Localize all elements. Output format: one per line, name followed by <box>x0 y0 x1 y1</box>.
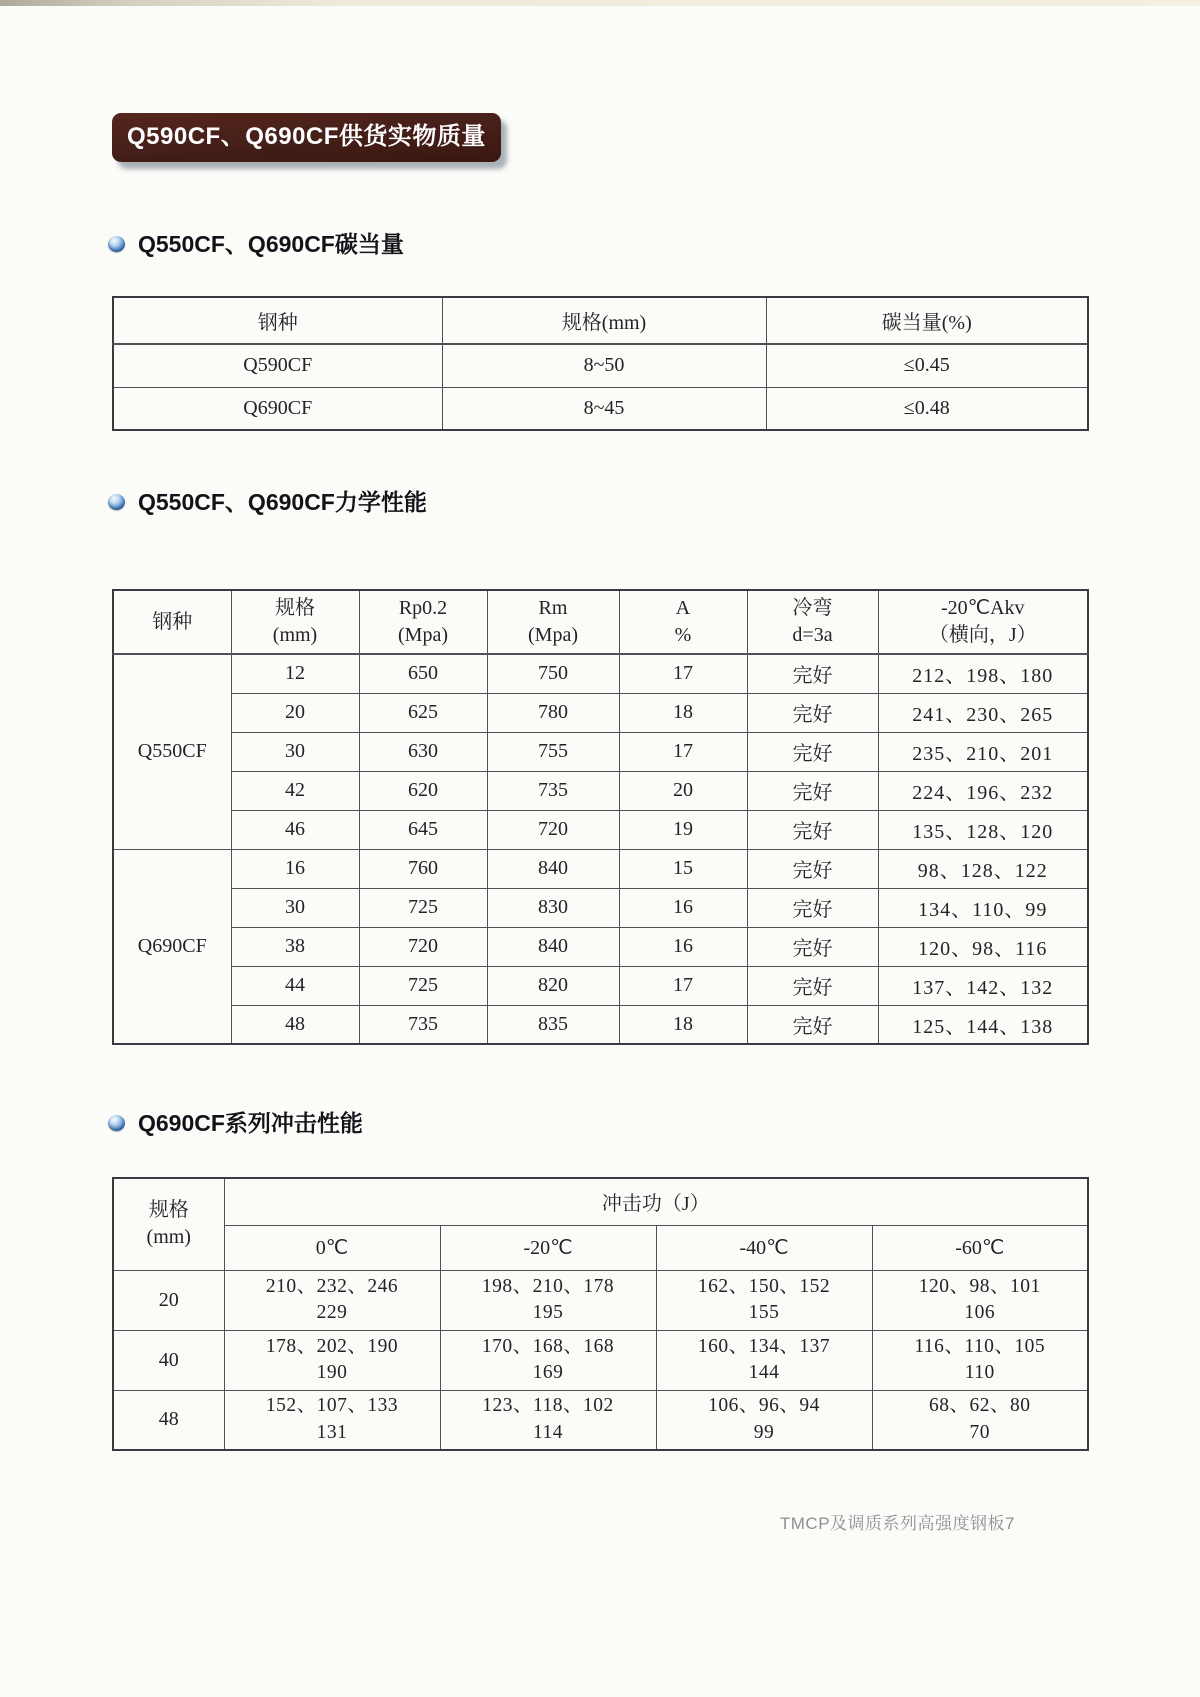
cell-impact-values <box>872 1390 1088 1450</box>
table-row <box>113 849 1088 888</box>
cell-rm: 835 <box>487 1005 619 1044</box>
table-row <box>113 927 1088 966</box>
section-heading-text: Q550CF、Q690CF力学性能 <box>138 489 427 515</box>
cell-elongation: 17 <box>619 654 747 693</box>
table-row <box>113 732 1088 771</box>
mechanical-properties-table <box>112 589 1089 1045</box>
column-header-temp-minus40: -40℃ <box>656 1225 872 1270</box>
title-banner <box>112 113 501 162</box>
cell-rm: 720 <box>487 810 619 849</box>
cell-spec: 44 <box>231 966 359 1005</box>
value-line: 106 <box>964 1302 996 1323</box>
cell-spec: 20 <box>231 693 359 732</box>
cell-spec: 48 <box>231 1005 359 1044</box>
value-line: 152、107、133 <box>265 1395 399 1417</box>
cell-cold-bend: 完好 <box>747 693 878 732</box>
header-line: (Mpa) <box>528 624 578 646</box>
impact-energy-table <box>112 1177 1089 1451</box>
cell-cold-bend: 完好 <box>747 888 878 927</box>
table-header-row <box>113 590 1088 654</box>
cell-spec: 30 <box>231 888 359 927</box>
column-header-temp-minus20: -20℃ <box>440 1225 656 1270</box>
cell-rp02: 725 <box>359 888 487 927</box>
section-heading-text: Q690CF系列冲击性能 <box>138 1110 363 1136</box>
cell-impact-values <box>440 1330 656 1390</box>
value-line: 190 <box>316 1362 348 1383</box>
header-line: （横向，J） <box>928 624 1037 646</box>
table-row <box>113 654 1088 693</box>
header-line: A <box>675 597 691 619</box>
cell-akv: 224、196、232 <box>878 771 1088 810</box>
header-line: % <box>674 624 692 646</box>
cell-cold-bend: 完好 <box>747 771 878 810</box>
cell-elongation: 17 <box>619 966 747 1005</box>
value-line: 70 <box>969 1421 991 1443</box>
value-line: 170、168、168 <box>481 1335 615 1357</box>
cell-akv: 212、198、180 <box>878 654 1088 693</box>
cell-elongation: 16 <box>619 888 747 927</box>
carbon-equivalent-table <box>112 296 1089 431</box>
footer-text: TMCP及调质系列高强度钢板7 <box>779 1514 1015 1533</box>
value-line: 169 <box>532 1362 564 1383</box>
column-header-temp-minus60: -60℃ <box>872 1225 1088 1270</box>
table-row <box>113 888 1088 927</box>
cell-cold-bend: 完好 <box>747 1005 878 1044</box>
cell-spec: 46 <box>231 810 359 849</box>
header-line: Rp0.2 <box>398 597 448 619</box>
cell-impact-values <box>224 1330 440 1390</box>
cell-rp02: 620 <box>359 771 487 810</box>
table-row <box>113 810 1088 849</box>
page-footer <box>0 1509 1015 1534</box>
cell-impact-values <box>656 1390 872 1450</box>
cell-rm: 750 <box>487 654 619 693</box>
cell-cold-bend: 完好 <box>747 927 878 966</box>
value-line: 229 <box>316 1302 348 1323</box>
value-line: 120、98、101 <box>918 1275 1041 1297</box>
section-heading-text: Q550CF、Q690CF碳当量 <box>138 231 404 257</box>
table-row <box>113 966 1088 1005</box>
cell-akv: 235、210、201 <box>878 732 1088 771</box>
cell-spec: 40 <box>113 1330 224 1390</box>
column-header-elongation <box>619 590 747 654</box>
cell-elongation: 16 <box>619 927 747 966</box>
value-line: 106、96、94 <box>708 1395 820 1417</box>
table-row <box>113 1270 1088 1330</box>
cell-cold-bend: 完好 <box>747 849 878 888</box>
cell-impact-values <box>440 1390 656 1450</box>
cell-spec: 30 <box>231 732 359 771</box>
column-header-cold-bend <box>747 590 878 654</box>
cell-impact-values <box>440 1270 656 1330</box>
cell-impact-values <box>224 1390 440 1450</box>
value-line: 195 <box>532 1302 564 1323</box>
cell-grade-group: Q550CF <box>113 654 231 849</box>
value-line: 155 <box>748 1302 780 1323</box>
header-line: 规格 <box>148 1199 189 1222</box>
header-line: (mm) <box>272 624 318 646</box>
section-heading-carbon <box>108 230 1200 258</box>
cell-spec: 12 <box>231 654 359 693</box>
column-header-akv <box>878 590 1088 654</box>
table-row <box>113 1330 1088 1390</box>
cell-impact-values <box>872 1330 1088 1390</box>
cell-elongation: 20 <box>619 771 747 810</box>
cell-grade-group: Q690CF <box>113 849 231 1044</box>
table-row <box>113 1005 1088 1044</box>
column-header-ceq: 碳当量(%) <box>766 297 1088 344</box>
sphere-bullet-icon <box>108 494 125 510</box>
header-line: 冷弯 <box>792 597 833 619</box>
section-heading-impact <box>108 1109 1200 1137</box>
column-header-spec <box>231 590 359 654</box>
banner-title: Q590CF、Q690CF供货实物质量 <box>127 123 486 150</box>
cell-rp02: 735 <box>359 1005 487 1044</box>
cell-elongation: 19 <box>619 810 747 849</box>
column-header-rp02 <box>359 590 487 654</box>
cell-rm: 735 <box>487 771 619 810</box>
cell-rm: 780 <box>487 693 619 732</box>
cell-rm: 840 <box>487 927 619 966</box>
section-heading-mech <box>108 488 1200 516</box>
table-header-row <box>113 1225 1088 1270</box>
cell-cold-bend: 完好 <box>747 654 878 693</box>
cell-elongation: 17 <box>619 732 747 771</box>
table-row <box>113 344 1088 387</box>
cell-cold-bend: 完好 <box>747 966 878 1005</box>
cell-elongation: 18 <box>619 693 747 732</box>
header-line: Rm <box>538 597 568 619</box>
cell-rp02: 650 <box>359 654 487 693</box>
value-line: 114 <box>532 1421 564 1443</box>
value-line: 99 <box>753 1421 775 1443</box>
cell-ceq: ≤0.48 <box>766 387 1088 430</box>
column-header-rm <box>487 590 619 654</box>
cell-spec: 16 <box>231 849 359 888</box>
cell-akv: 120、98、116 <box>878 927 1088 966</box>
header-line: (mm) <box>146 1226 191 1249</box>
cell-akv: 98、128、122 <box>878 849 1088 888</box>
cell-rp02: 725 <box>359 966 487 1005</box>
column-header-temp-0: 0℃ <box>224 1225 440 1270</box>
column-header-spec <box>113 1178 224 1270</box>
column-header-grade: 钢种 <box>113 590 231 654</box>
cell-cold-bend: 完好 <box>747 810 878 849</box>
cell-rp02: 645 <box>359 810 487 849</box>
value-line: 110 <box>964 1362 995 1383</box>
table-row <box>113 771 1088 810</box>
cell-grade: Q590CF <box>113 344 442 387</box>
value-line: 116、110、105 <box>914 1335 1046 1357</box>
cell-spec: 48 <box>113 1390 224 1450</box>
cell-akv: 135、128、120 <box>878 810 1088 849</box>
table-row <box>113 1390 1088 1450</box>
value-line: 160、134、137 <box>697 1335 831 1357</box>
cell-spec: 8~45 <box>442 387 766 430</box>
cell-akv: 125、144、138 <box>878 1005 1088 1044</box>
sphere-bullet-icon <box>108 236 125 252</box>
table-row <box>113 693 1088 732</box>
cell-cold-bend: 完好 <box>747 732 878 771</box>
cell-spec: 42 <box>231 771 359 810</box>
sphere-bullet-icon <box>108 1115 125 1131</box>
cell-rp02: 630 <box>359 732 487 771</box>
value-line: 123、118、102 <box>482 1395 614 1417</box>
header-line: 规格 <box>275 597 315 619</box>
cell-akv: 137、142、132 <box>878 966 1088 1005</box>
column-header-grade: 钢种 <box>113 297 442 344</box>
cell-rp02: 760 <box>359 849 487 888</box>
cell-impact-values <box>872 1270 1088 1330</box>
value-line: 178、202、190 <box>265 1335 399 1357</box>
cell-akv: 134、110、99 <box>878 888 1088 927</box>
table-header-row <box>113 297 1088 344</box>
cell-rm: 830 <box>487 888 619 927</box>
cell-spec: 38 <box>231 927 359 966</box>
cell-spec: 20 <box>113 1270 224 1330</box>
cell-spec: 8~50 <box>442 344 766 387</box>
cell-impact-values <box>656 1330 872 1390</box>
header-line: -20℃Akv <box>940 597 1025 619</box>
cell-ceq: ≤0.45 <box>766 344 1088 387</box>
group-header-impact-energy: 冲击功（J） <box>224 1178 1088 1225</box>
cell-grade: Q690CF <box>113 387 442 430</box>
value-line: 210、232、246 <box>265 1275 399 1297</box>
cell-elongation: 18 <box>619 1005 747 1044</box>
cell-impact-values <box>224 1270 440 1330</box>
cell-rp02: 720 <box>359 927 487 966</box>
scan-edge-artifact <box>0 0 1200 6</box>
cell-rm: 820 <box>487 966 619 1005</box>
table-row <box>113 387 1088 430</box>
value-line: 131 <box>316 1421 348 1443</box>
cell-rm: 840 <box>487 849 619 888</box>
cell-rp02: 625 <box>359 693 487 732</box>
value-line: 198、210、178 <box>481 1275 615 1297</box>
cell-rm: 755 <box>487 732 619 771</box>
cell-impact-values <box>656 1270 872 1330</box>
header-line: d=3a <box>792 624 833 646</box>
cell-elongation: 15 <box>619 849 747 888</box>
value-line: 68、62、80 <box>929 1395 1031 1417</box>
value-line: 162、150、152 <box>697 1275 831 1297</box>
table-header-row <box>113 1178 1088 1225</box>
column-header-spec: 规格(mm) <box>442 297 766 344</box>
header-line: (Mpa) <box>398 624 448 646</box>
value-line: 144 <box>748 1362 780 1383</box>
cell-akv: 241、230、265 <box>878 693 1088 732</box>
